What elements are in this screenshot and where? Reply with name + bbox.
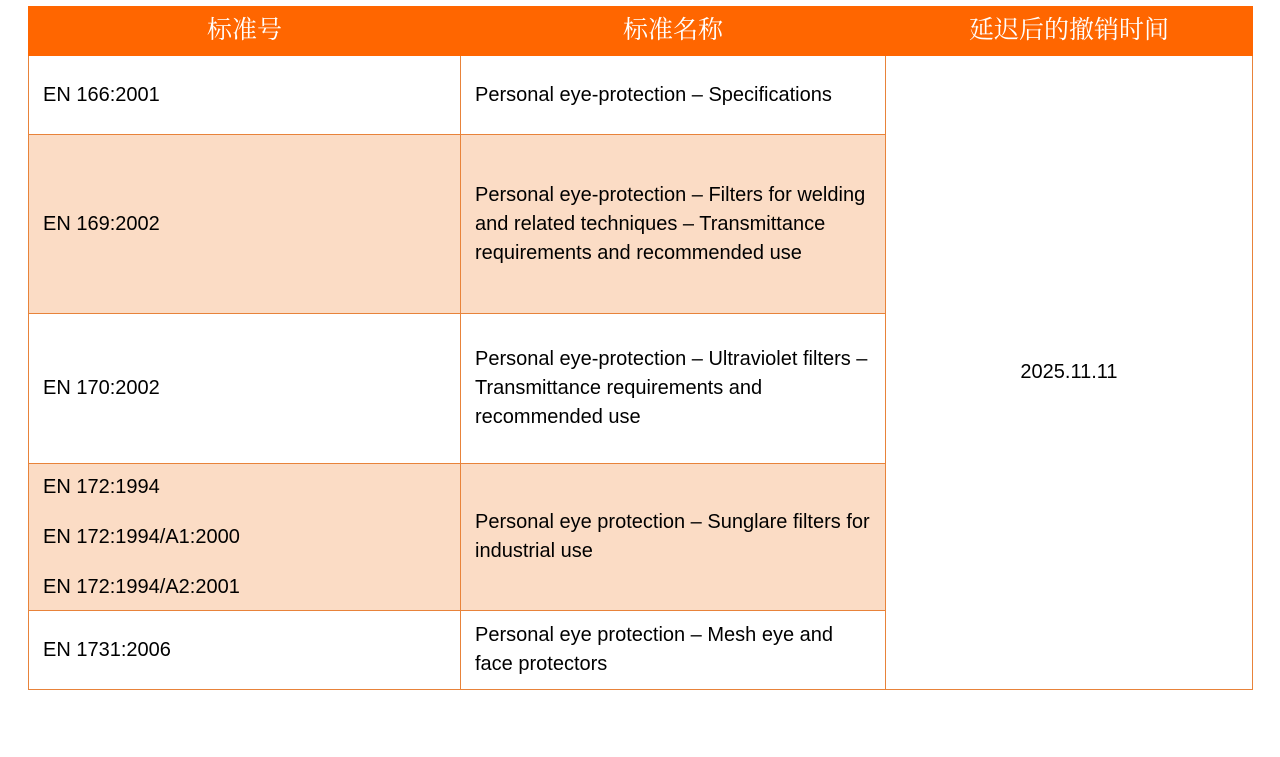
standard-code: EN 172:1994/A1:2000 xyxy=(43,525,240,548)
cell-standard-number xyxy=(29,464,461,611)
standard-code: EN 170:2002 xyxy=(43,377,160,399)
cell-standard-number xyxy=(29,314,461,464)
table-header xyxy=(29,7,1253,56)
cell-standard-name: Personal eye-protection – Filters for welding and related techniques – Transmittance requirements and recommended use xyxy=(461,135,886,314)
table-header-row xyxy=(29,7,1253,56)
standard-code: EN 1731:2006 xyxy=(43,638,171,661)
cell-standard-name: Personal eye-protection – Ultraviolet filters – Transmittance requirements and recommended use xyxy=(461,314,886,464)
standards-table xyxy=(28,6,1253,690)
standard-code: EN 172:1994/A2:2001 xyxy=(43,575,240,598)
standard-code: EN 166:2001 xyxy=(43,83,160,106)
cell-standard-name: Personal eye-protection – Specifications xyxy=(461,56,886,135)
header-withdrawal-date: 延迟后的撤销时间 xyxy=(886,7,1253,56)
header-standard-number: 标准号 xyxy=(29,7,461,56)
header-standard-name: 标准名称 xyxy=(461,7,886,56)
cell-standard-name: Personal eye protection – Mesh eye and face protectors xyxy=(461,611,886,690)
cell-withdrawal-date: 2025.11.11 xyxy=(886,56,1253,690)
standard-code: EN 172:1994 xyxy=(43,475,160,498)
standard-code: EN 169:2002 xyxy=(43,212,160,235)
cell-standard-number xyxy=(29,56,461,135)
cell-standard-name: Personal eye protection – Sunglare filters for industrial use xyxy=(461,464,886,611)
table-body xyxy=(29,56,1253,690)
table-row xyxy=(29,56,1253,135)
cell-standard-number xyxy=(29,611,461,690)
cell-standard-number xyxy=(29,135,461,314)
